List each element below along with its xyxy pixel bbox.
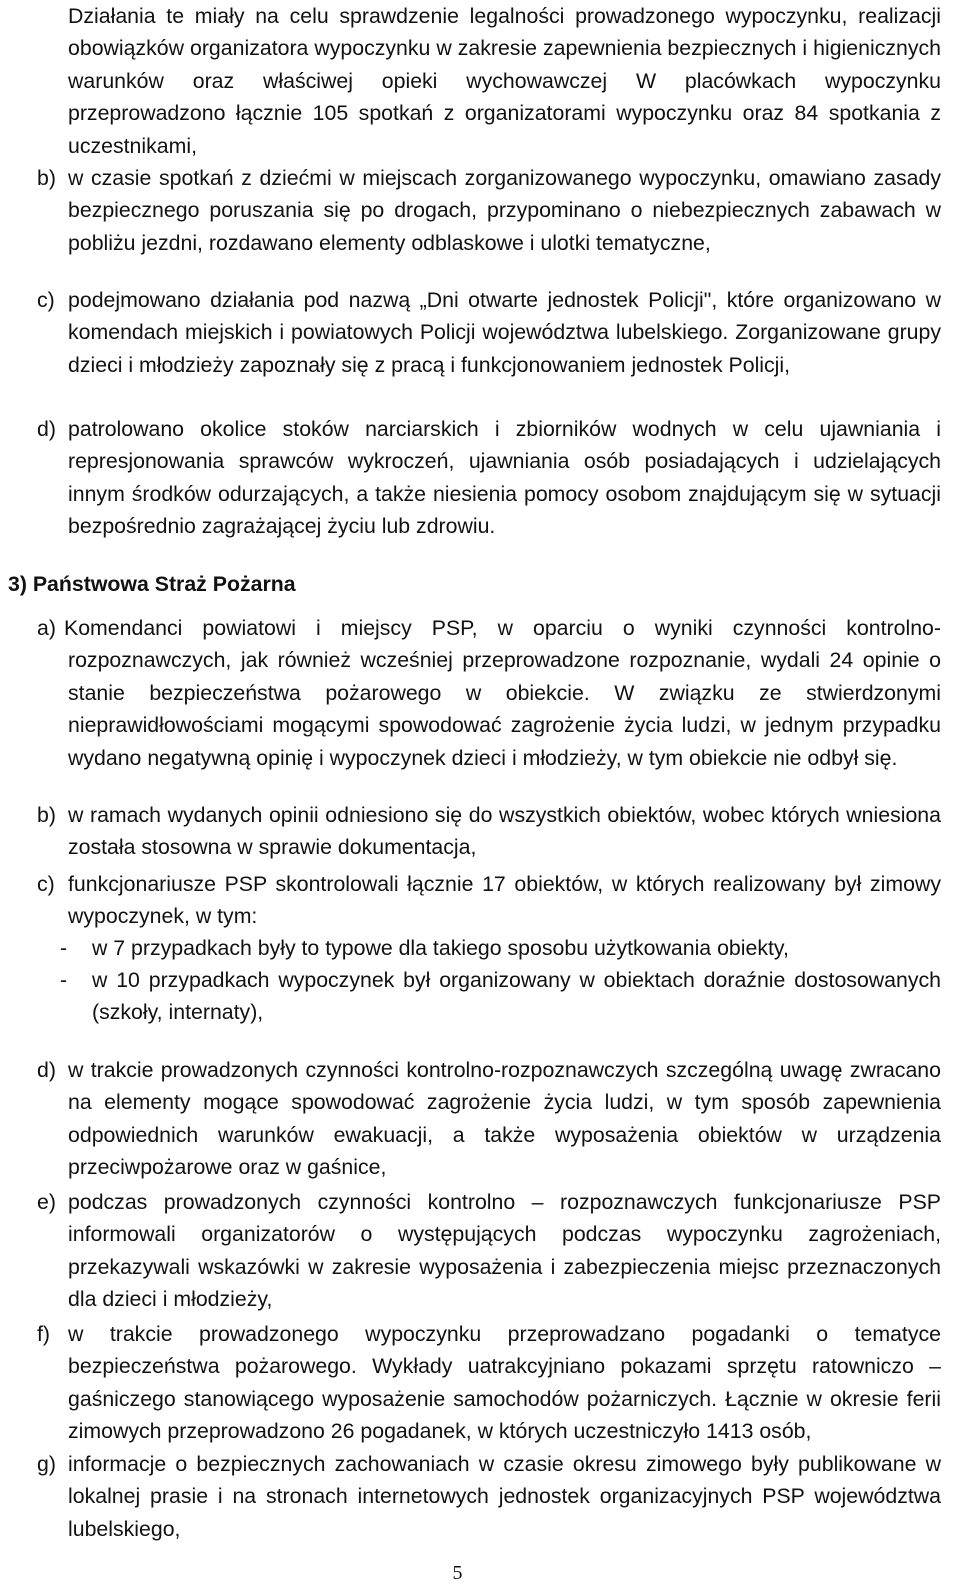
bullet-dash: - bbox=[60, 936, 68, 960]
section-heading: 3) Państwowa Straż Pożarna bbox=[8, 572, 296, 596]
list-item-text: Komendanci powiatowi i miejscy PSP, w oparciu o wyniki czynności kontrolno-rozpoznawczych, jak również wcześniej przeprowadzone rozpoznanie, wydali 24 opinie o stanie bezpieczeństwa pożarowego w obiekcie. W związku ze stwierdzonymi nieprawidłowościami mogącymi spowodować zagrożenie życia ludzi, w jednym przypadku wydano negatywną opinię i wypoczynek dzieci i młodzieży, w tym obiekcie nie odbył się. bbox=[64, 616, 941, 770]
list-label: a) bbox=[37, 616, 56, 640]
list-item-text: podejmowano działania pod nazwą „Dni otwarte jednostek Policji", które organizowano w komendach miejskich i powiatowych Policji województwa lubelskiego. Zorganizowane grupy dzieci i młodzieży zapoznały się z pracą i funkcjonowaniem jednostek Policji, bbox=[68, 288, 941, 377]
list-label: g) bbox=[37, 1452, 56, 1476]
list-label: d) bbox=[37, 417, 56, 441]
list-item-text: w trakcie prowadzonych czynności kontrolno-rozpoznawczych szczególną uwagę zwracano na elementy mogące spowodować zagrożenie życia ludzi, w tym sposób zapewnienia odpowiednich warunków ewakuacji, a także wyposażenia obiektów w urządzenia przeciwpożarowe oraz w gaśnice, bbox=[68, 1058, 941, 1180]
list-item-text: informacje o bezpiecznych zachowaniach w czasie okresu zimowego były publikowane w lokalnej prasie i na stronach internetowych jednostek organizacyjnych PSP województwa lubelskiego, bbox=[68, 1452, 941, 1541]
list-label: e) bbox=[37, 1190, 56, 1214]
bullet-dash: - bbox=[60, 968, 68, 992]
list-label: c) bbox=[37, 872, 55, 896]
page-number: 5 bbox=[452, 1562, 463, 1584]
list-label: d) bbox=[37, 1058, 56, 1082]
list-item-text: patrolowano okolice stoków narciarskich i zbiorników wodnych w celu ujawniania i represjonowania sprawców wykroczeń, ujawniania osób posiadających i udzielających innym środków odurzających, a także niesienia pomocy osobom znajdującym się w sytuacji bezpośrednio zagrażającej życiu lub zdrowiu. bbox=[68, 417, 941, 539]
list-label: b) bbox=[37, 803, 56, 827]
sub-list-item: w 7 przypadkach były to typowe dla takiego sposobu użytkowania obiekty, bbox=[92, 936, 789, 960]
sub-list-item: w 10 przypadkach wypoczynek był organizowany w obiektach doraźnie dostosowanych (szkoły, internaty), bbox=[92, 968, 941, 1025]
list-item-text: w czasie spotkań z dziećmi w miejscach zorganizowanego wypoczynku, omawiano zasady bezpiecznego poruszania się po drogach, przypominano o niebezpiecznych zabawach w pobliżu jezdni, rozdawano elementy odblaskowe i ulotki tematyczne, bbox=[68, 166, 941, 255]
list-label: f) bbox=[37, 1322, 51, 1346]
list-label: b) bbox=[37, 166, 56, 190]
intro-paragraph: Działania te miały na celu sprawdzenie legalności prowadzonego wypoczynku, realizacji obowiązków organizatora wypoczynku w zakresie zapewnienia bezpiecznych i higienicznych warunków oraz właściwej opieki wychowawczej W placówkach wypoczynku przeprowadzono łącznie 105 spotkań z organizatorami wypoczynku oraz 84 spotkania z uczestnikami, bbox=[68, 4, 941, 158]
list-item-text: w trakcie prowadzonego wypoczynku przeprowadzano pogadanki o tematyce bezpieczeństwa pożarowego. Wykłady uatrakcyjniano pokazami sprzętu ratowniczo – gaśniczego stanowiącego wyposażenie samochodów pożarniczych. Łącznie w okresie ferii zimowych przeprowadzono 26 pogadanek, w których uczestniczyło 1413 osób, bbox=[68, 1322, 941, 1444]
list-item-text: w ramach wydanych opinii odniesiono się do wszystkich obiektów, wobec których wniesiona została stosowna w sprawie dokumentacja, bbox=[68, 803, 941, 860]
list-label: c) bbox=[37, 288, 55, 312]
list-item-text: podczas prowadzonych czynności kontrolno – rozpoznawczych funkcjonariusze PSP informowali organizatorów o występujących podczas wypoczynku zagrożeniach, przekazywali wskazówki w zakresie wyposażenia i zabezpieczenia miejsc przeznaczonych dla dzieci i młodzieży, bbox=[68, 1190, 941, 1312]
list-item-text: funkcjonariusze PSP skontrolowali łącznie 17 obiektów, w których realizowany był zimowy wypoczynek, w tym: bbox=[68, 872, 941, 929]
